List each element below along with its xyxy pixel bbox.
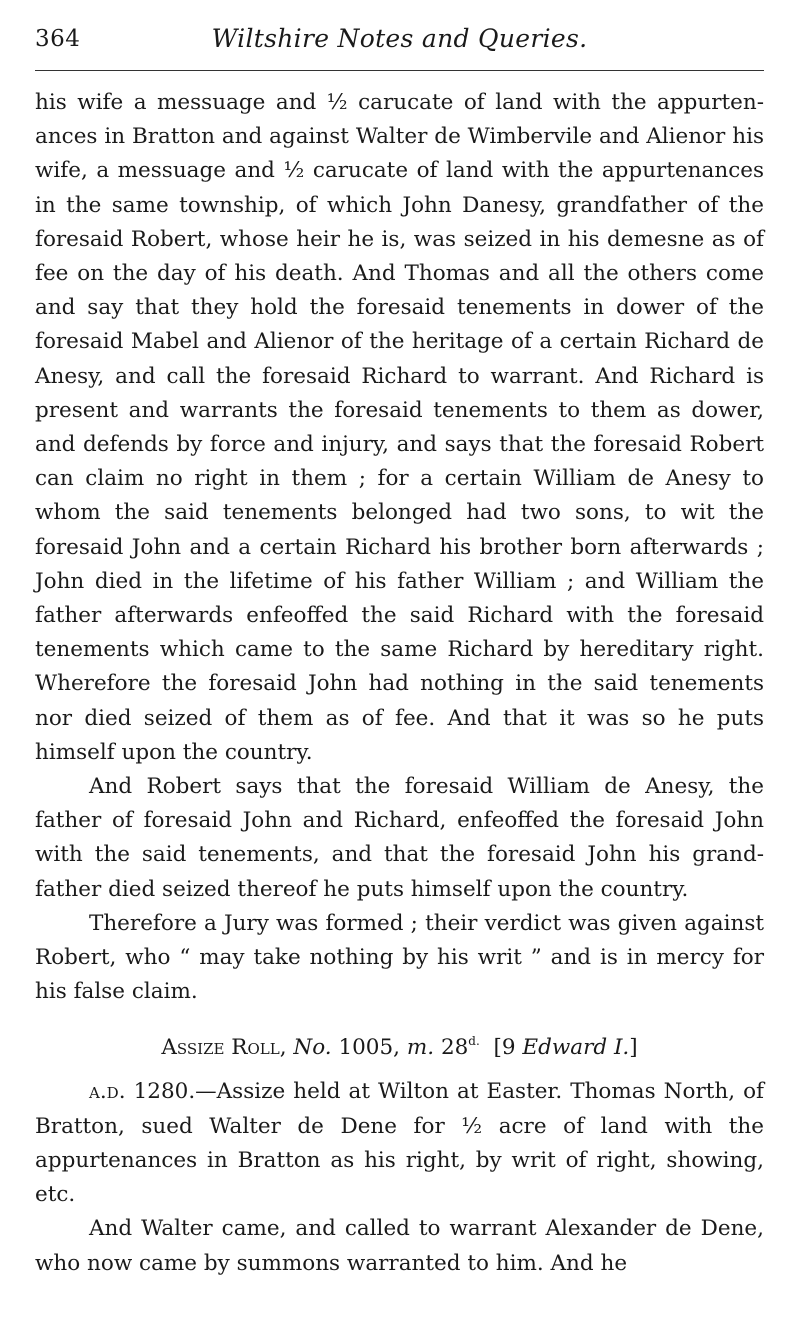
heading-assize: Assize bbox=[161, 1035, 225, 1061]
heading-reign: Edward I. bbox=[522, 1035, 630, 1061]
header-rule bbox=[35, 70, 764, 71]
heading-m-superscript: d. bbox=[468, 1034, 480, 1049]
paragraph-robert-says: And Robert says that the foresaid William de Anesy, the father of foresaid John and Richard, enfeoffed the foresaid John with the said tenements, and that the foresaid John his grandfather died seized thereof he puts himself upon the country. bbox=[35, 774, 764, 902]
heading-m-label: m. bbox=[406, 1035, 435, 1061]
page-header bbox=[35, 22, 764, 62]
date-label: a.d. bbox=[89, 1079, 126, 1105]
paragraph-assize-entry bbox=[35, 1075, 764, 1212]
section-heading bbox=[35, 1031, 764, 1065]
page-number: 364 bbox=[35, 26, 81, 52]
running-title: Wiltshire Notes and Queries. bbox=[211, 24, 588, 53]
assize-entry-text: 1280.—Assize held at Wilton at Easter. Thomas North, of Bratton, sued Walter de Dene for ½ acre of land with the appurtenances in Bratton as his right, by writ of right, showing, etc. bbox=[35, 1079, 765, 1208]
body-text bbox=[35, 86, 764, 1281]
heading-bracket-close: ] bbox=[629, 1035, 638, 1061]
heading-no-label: No. bbox=[293, 1035, 332, 1061]
heading-roll: Roll, bbox=[231, 1035, 287, 1061]
paragraph-jury-verdict: Therefore a Jury was formed ; their verdict was given against Robert, who “ may take nothing by his writ ” and is in mercy for his false claim. bbox=[35, 910, 764, 1005]
heading-no-value: 1005, bbox=[338, 1035, 401, 1061]
paragraph-walter-came: And Walter came, and called to warrant Alexander de Dene, who now came by summons warranted to him. And he bbox=[35, 1216, 764, 1276]
heading-m-number: 28 bbox=[440, 1035, 469, 1061]
heading-m-value bbox=[441, 1035, 480, 1060]
paragraph-continued: his wife a messuage and ½ carucate of land with the appurtenances in Bratton and against Walter de Wimbervile and Alienor his wife, a messuage and ½ carucate of land with the appurtenances in the same township, of which John Danesy, grandfather of the foresaid Robert, whose heir he is, was seized in his demesne as of fee on the day of his death. And Thomas and all the others come and say that they hold the foresaid tenements in dower of the foresaid Mabel and Alienor of the heritage of a certain Richard de Anesy, and call the foresaid Richard to warrant. And Richard is present and warrants the foresaid tenements to them as dower, and defends by force and injury, and says that the foresaid Robert can claim no right in them ; for a certain William de Anesy to whom the said tenements belonged had two sons, to wit the foresaid John and a certain Richard his brother born afterwards ; John died in the lifetime of his father William ; and William the father afterwards enfeoffed the said Richard with the foresaid tenements which came to the same Richard by hereditary right. Wherefore the foresaid John had nothing in the said tenements nor died seized of them as of fee. And that it was so he puts himself upon the country. bbox=[35, 90, 764, 765]
heading-bracket-open: [9 bbox=[493, 1035, 516, 1061]
